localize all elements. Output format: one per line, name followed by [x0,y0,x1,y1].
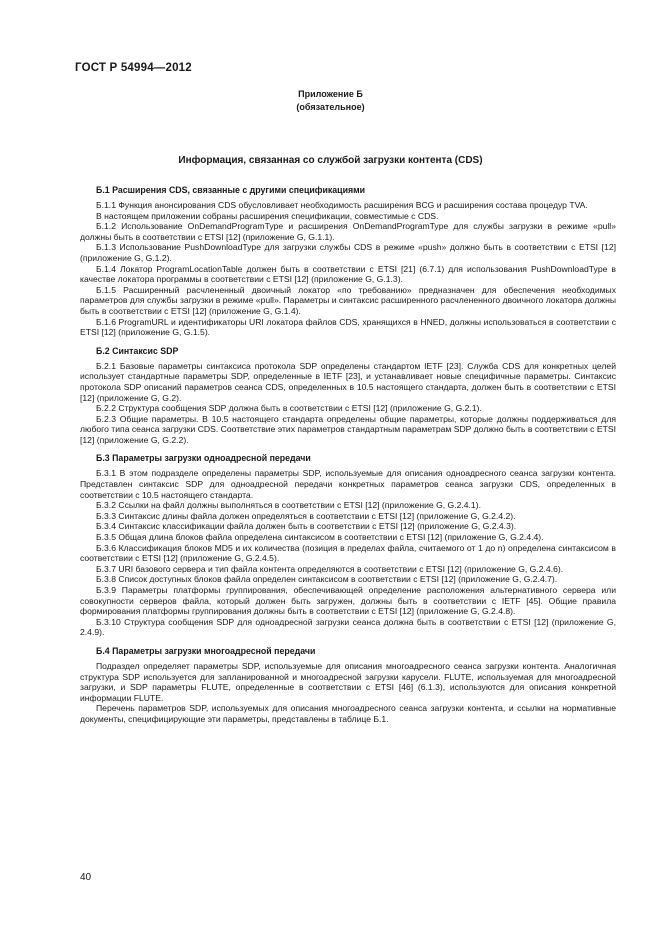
standard-header: ГОСТ Р 54994—2012 [75,62,192,74]
paragraph: Б.1.4 Локатор ProgramLocationTable должен быть в соответствии с ETSI [21] (6.7.1) для использования PushDownloadType в качестве локатора программы в соответствии с ETSI [12] (приложение G, G.1.3). [80,263,616,285]
section-heading: Б.3 Параметры загрузки одноадресной передачи [96,453,311,464]
paragraph: Б.3.6 Классификация блоков MD5 и их количества (позиция в пределах файла, считаемого от 1 до n) определена синтаксисом в соответствии с ETSI [12] (приложение G, G.2.4.5). [80,542,616,564]
paragraph: Б.3.7 URI базового сервера и тип файла контента определяются в соответствии с ETSI [12] (приложение G, G.2.4.6). [96,563,564,574]
paragraph: В настоящем приложении собраны расширения спецификации, совместимые с CDS. [96,210,439,221]
section-heading: Б.4 Параметры загрузки многоадресной передачи [96,645,316,656]
paragraph: Б.1.6 ProgramURL и идентификаторы URI локатора файлов CDS, хранящихся в HNED, должны использоваться в соответствии с ETSI [12] (приложение G, G.1.5). [80,316,616,338]
appendix-heading [0,88,661,114]
paragraph: Б.3.3 Синтаксис длины файла должен определяться в соответствии с ETSI [12] (приложение G, G.2.4.2). [96,510,516,521]
document-title: Информация, связанная со службой загрузки контента (CDS) [178,155,483,166]
paragraph: Подраздел определяет параметры SDP, используемые для описания многоадресного сеанса загрузки контента. Аналогичная структура SDP используется для запланированной и многоадресной загрузки карусели. FLUTE, используемая для многоадресной загрузки, и SDP параметры FLUTE, определенные в соответствии с ETSI [46] (6.1.3), используются для описания конкретной информации FLUTE. [80,660,616,703]
paragraph: Б.3.5 Общая длина блоков файла определена синтаксисом в соответствии с ETSI [12] (приложение G, G.2.4.4). [96,532,544,543]
paragraph: Б.3.1 В этом подразделе определены параметры SDP, используемые для описания одноадресного сеанса загрузки контента. Представлен синтаксис SDP для одноадресной передачи конкретных параметров сеанса загрузки CDS, определенных в соответствии с 10.5 настоящего стандарта. [80,468,616,500]
page-number: 40 [80,872,92,883]
appendix-status: (обязательное) [296,102,365,112]
paragraph: Б.1.3 Использование PushDownloadType для загрузки службы CDS в режиме «push» должно быть в соответствии с ETSI [12] (приложение G, G.1.2). [80,242,616,263]
paragraph: Б.1.2 Использование OnDemandProgramType и расширения OnDemandProgramType для службы загрузки в режиме «pull» должны быть в соответствии с ETSI [12] (приложение G, G.1.1). [80,221,616,242]
paragraph: Б.3.8 Список доступных блоков файла определен синтаксисом в соответствии с ETSI [12] (приложение G, G.2.4.7). [96,574,558,585]
paragraph: Б.1.5 Расширенный расчлененный двоичный локатор «по требованию» предназначен для обеспечения необходимых параметров для службы загрузки в режиме «pull». Параметры и синтаксис расширенного расчлененного двоичного локатора должны быть в соответствии с ETSI [12] (приложение G, G.1.4). [80,284,616,316]
paragraph: Б.2.1 Базовые параметры синтаксиса протокола SDP определены стандартом IETF [23]. Служба CDS для конкретных целей использует стандартные параметры SDP, определенные в IETF [23], и устанавливает новые специфичные параметры. Синтаксис протокола SDP описаний параметров сеанса CDS, определенных в 10.5 настоящего стандарта, должен быть в соответствии с ETSI [12] (приложение G, G.2). [80,360,616,403]
paragraph: Б.3.9 Параметры платформы группирования, обеспечивающей определение расположения альтернативного сервера или совокупности серверов файла, который должен быть загружен, должны быть в соответствии с IETF [45]. Общие правила формирования платформы группирования должны быть в соответствии с ETSI [12] (приложение G, G.2.4.8). [80,585,616,617]
section-heading: Б.1 Расширения CDS, связанные с другими спецификациями [96,185,366,195]
paragraph: Перечень параметров SDP, используемых для описания многоадресного сеанса загрузки контента, и ссылки на нормативные документы, специфицирующие эти параметры, представлены в таблице Б.1. [80,703,616,724]
section-heading: Б.2 Синтаксис SDP [96,345,179,356]
paragraph: Б.3.10 Структура сообщения SDP для одноадресной загрузки сеанса должна быть в соответствии с ETSI [12] (приложение G, 2.4.9). [80,616,616,638]
paragraph: Б.3.4 Синтаксис классификации файла должен быть в соответствии с ETSI [12] (приложение G, G.2.4.3). [96,521,517,532]
paragraph: Б.2.2 Структура сообщения SDP должна быть в соответствии с ETSI [12] (приложение G, G.2.1). [96,403,482,414]
paragraph: Б.2.3 Общие параметры. В 10.5 настоящего стандарта определены общие параметры, которые должны поддерживаться для любого типа сеанса загрузки CDS. Соответствие этих параметров стандартным параметрам SDP должно быть в соответствии с ETSI [12] (приложение G, G.2.2). [80,413,616,445]
appendix-title: Приложение Б [298,89,363,99]
paragraph: Б.1.1 Функция анонсирования CDS обусловливает необходимость расширения BCG и расширения состава процедур TVA. [96,200,588,210]
document-body [80,185,616,725]
paragraph: Б.3.2 Ссылки на файл должны выполняться в соответствии с ETSI [12] (приложение G, G.2.4.1). [96,500,481,511]
